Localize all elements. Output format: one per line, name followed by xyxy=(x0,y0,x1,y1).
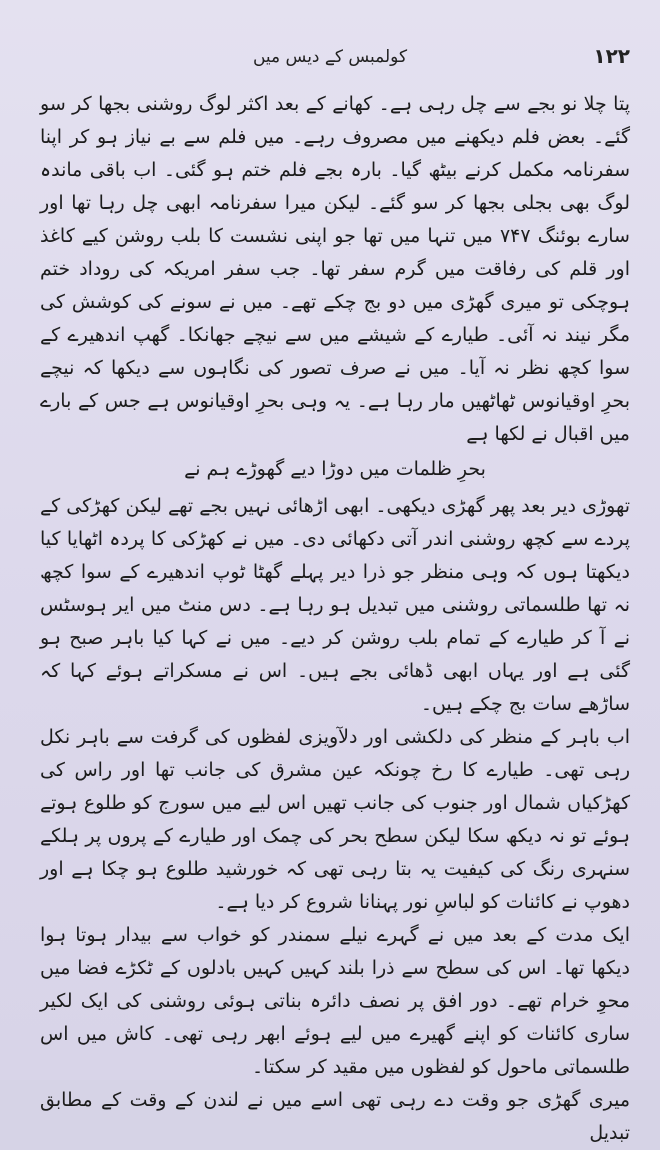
paragraph-1: پتا چلا نو بجے سے چل رہی ہے۔ کھانے کے بعد اکثر لوگ روشنی بجھا کر سو گئے۔ بعض فلم دیکھنے میں مصروف رہے۔ میں فلم سے بے نیاز ہو کر اپنا سفرنامہ مکمل کرنے بیٹھ گیا۔ بارہ بجے فلم ختم ہو گئی۔ اب باقی ماندہ لوگ بھی بجلی بجھا کر سو گئے۔ لیکن میرا سفرنامہ ابھی چل رہا تھا اور سارے بوئنگ ۷۴۷ میں تنہا میں تھا جو اپنی نشست کا بلب روشن کیے کاغذ اور قلم کی رفاقت میں گرم سفر تھا۔ جب سفر امریکہ کی روداد ختم ہوچکی تو میری گھڑی میں دو بج چکے تھے۔ میں نے سونے کی کوشش کی مگر نیند نہ آئی۔ طیارے کے شیشے میں سے نیچے جھانکا۔ گھپ اندھیرے کے سوا کچھ نظر نہ آیا۔ میں نے صرف تصور کی نگاہوں سے دیکھا کہ نیچے بحرِ اوقیانوس ٹھاٹھیں مار رہا ہے۔ یہ وہی بحرِ اوقیانوس ہے جس کے بارے میں اقبال نے لکھا ہے xyxy=(40,93,630,445)
paragraph-5: میری گھڑی جو وقت دے رہی تھی اسے میں نے لندن کے وقت کے مطابق تبدیل xyxy=(40,1089,630,1144)
paragraph-2: تھوڑی دیر بعد پھر گھڑی دیکھی۔ ابھی اڑھائی نہیں بجے تھے لیکن کھڑکی کے پردے سے کچھ روشنی اندر آتی دکھائی دی۔ میں نے کھڑکی کا پردہ اٹھایا کیا دیکھتا ہوں کہ وہی منظر جو ذرا دیر پہلے گھٹا ٹوپ اندھیرے کے سوا کچھ نہ تھا طلسماتی روشنی میں تبدیل ہو رہا ہے۔ دس منٹ میں ایر ہوسٹس نے آ کر طیارے کے تمام بلب روشن کر دیے۔ میں نے کہا کیا باہر صبح ہو گئی ہے اور یہاں ابھی ڈھائی بجے ہیں۔ اس نے مسکراتے ہوئے کہا کہ ساڑھے سات بج چکے ہیں۔ xyxy=(40,495,630,715)
iqbal-verse: بحرِ ظلمات میں دوڑا دیے گھوڑے ہم نے xyxy=(184,458,486,480)
paragraph-3: اب باہر کے منظر کی دلکشی اور دلآویزی لفظوں کی گرفت سے باہر نکل رہی تھی۔ طیارے کا رخ چونکہ عین مشرق کی جانب تھا اور راس کی کھڑکیاں شمال اور جنوب کی جانب تھیں اس لیے میں سورج کو طلوع ہوتے ہوئے تو نہ دیکھ سکا لیکن سطح بحر کی چمک اور طیارے کے پروں پر ہلکے سنہری رنگ کی کیفیت یہ بتا رہی تھی کہ خورشید طلوع ہو چکا ہے اور دھوپ نے کائنات کو لباسِ نور پہنانا شروع کر دیا ہے۔ xyxy=(40,726,630,913)
paragraph-4: ایک مدت کے بعد میں نے گہرے نیلے سمندر کو خواب سے بیدار ہوتا ہوا دیکھا تھا۔ اس کی سطح سے ذرا بلند کہیں کہیں بادلوں کے ٹکڑے فضا میں محوِ خرام تھے۔ دور افق پر نصف دائرہ بناتی ہوئی روشنی کی ایک لکیر ساری کائنات کو اپنے گھیرے میں لیے ہوئے ابھر رہی تھی۔ کاش میں اس طلسماتی ماحول کو لفظوں میں مقید کر سکتا۔ xyxy=(40,924,630,1078)
page-header xyxy=(20,38,640,78)
running-title: کولمبس کے دیس میں xyxy=(252,47,408,67)
page-number: ۱۲۲ xyxy=(593,44,630,68)
page-body xyxy=(40,88,630,1144)
